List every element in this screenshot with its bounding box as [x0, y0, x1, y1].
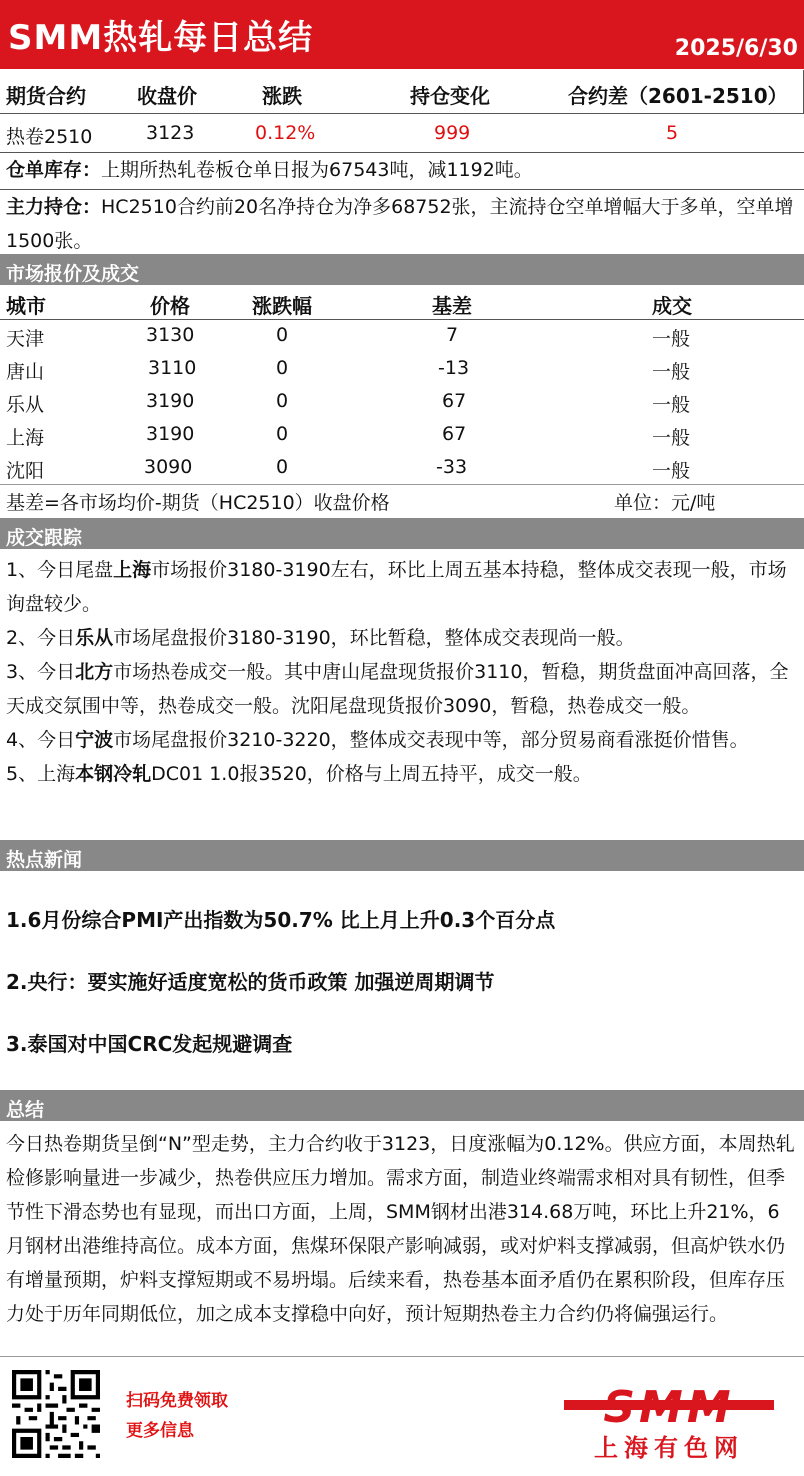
item-prefix: 3、今日	[6, 661, 76, 683]
basis-note: 基差=各市场均价-期货（HC2510）收盘价格	[6, 492, 390, 514]
basis-cell: -33	[436, 456, 468, 478]
col-basis: 基差	[432, 294, 472, 318]
item-text: DC01 1.0报3520，价格与上周五持平，成交一般。	[151, 763, 592, 785]
section-market	[0, 254, 804, 285]
item-highlight: 乐从	[75, 627, 114, 649]
item-text: 市场尾盘报价3180-3190，环比暂稳，整体成交表现尚一般。	[113, 627, 635, 649]
section-market-title: 市场报价及成交	[6, 263, 140, 285]
table-row	[0, 419, 804, 452]
volume-cell: 一般	[652, 460, 691, 482]
city-cell: 唐山	[6, 361, 45, 383]
change-cell: 0	[276, 357, 289, 379]
item-text: 市场报价3180-3190左右，环比上周五基本持稳，整体成交表现一般，市场询盘较少。	[6, 559, 787, 615]
warehouse-label: 仓单库存：	[6, 159, 102, 181]
change-value: 0.12%	[255, 122, 316, 144]
price-cell: 3190	[146, 390, 195, 412]
scan-prompt-line2: 更多信息	[126, 1421, 194, 1441]
futures-header-row	[0, 72, 804, 112]
change-cell: 0	[276, 324, 289, 346]
contract-value: 热卷2510	[6, 126, 93, 148]
oi-change-value: 999	[434, 122, 471, 144]
section-summary	[0, 1090, 804, 1121]
unit-note: 单位：元/吨	[614, 492, 716, 514]
news-item: 2.央行：要实施好适度宽松的货币政策 加强逆周期调节	[6, 970, 495, 994]
col-volume: 成交	[652, 294, 692, 318]
news-item: 1.6月份综合PMI产出指数为50.7% 比上月上升0.3个百分点	[6, 908, 556, 932]
basis-cell: 67	[442, 390, 467, 412]
list-item	[6, 723, 798, 757]
price-cell: 3130	[146, 324, 195, 346]
position-label: 主力持仓：	[6, 196, 102, 218]
col-close: 收盘价	[137, 84, 197, 108]
basis-cell: 67	[442, 423, 467, 445]
divider	[0, 1356, 804, 1357]
item-highlight: 上海	[113, 559, 152, 581]
section-tracking-title: 成交跟踪	[6, 527, 83, 549]
market-header-row	[0, 286, 804, 319]
item-text: 市场热卷成交一般。其中唐山尾盘现货报价3110，暂稳，期货盘面冲高回落，全天成交氛围中等，热卷成交一般。沈阳尾盘现货报价3090，暂稳，热卷成交一般。	[6, 661, 789, 717]
position-text	[6, 190, 798, 258]
close-value: 3123	[146, 122, 195, 144]
section-tracking	[0, 518, 804, 549]
table-row	[0, 320, 804, 353]
item-prefix: 4、今日	[6, 729, 76, 751]
change-cell: 0	[276, 423, 289, 445]
logo-subtitle: 上海有色网	[594, 1434, 744, 1460]
market-note-row	[0, 485, 804, 515]
section-summary-title: 总结	[6, 1099, 45, 1121]
section-news	[0, 840, 804, 871]
warehouse-text	[6, 153, 798, 187]
change-cell: 0	[276, 390, 289, 412]
col-city: 城市	[6, 294, 46, 318]
price-cell: 3090	[144, 456, 193, 478]
col-price: 价格	[150, 294, 190, 318]
volume-cell: 一般	[652, 427, 691, 449]
volume-cell: 一般	[652, 328, 691, 350]
volume-cell: 一般	[652, 361, 691, 383]
col-oi-change: 持仓变化	[410, 84, 490, 108]
qr-code-icon	[12, 1370, 100, 1458]
col-spread: 合约差（2601-2510）	[568, 84, 788, 108]
logo-text: SMM	[603, 1382, 735, 1433]
price-cell: 3190	[146, 423, 195, 445]
item-text: 市场尾盘报价3210-3220，整体成交表现中等，部分贸易商看涨挺价惜售。	[113, 729, 749, 751]
report-title: SMM热轧每日总结	[8, 18, 314, 58]
section-news-title: 热点新闻	[6, 849, 83, 871]
item-prefix: 5、上海	[6, 763, 76, 785]
news-item: 3.泰国对中国CRC发起规避调查	[6, 1032, 293, 1056]
position-content: HC2510合约前20名净持仓为净多68752张，主流持仓空单增幅大于多单，空单增1500张。	[6, 196, 794, 252]
item-prefix: 2、今日	[6, 627, 76, 649]
basis-cell: 7	[446, 324, 459, 346]
item-highlight: 北方	[75, 661, 114, 683]
table-row	[0, 452, 804, 485]
report-date: 2025/6/30	[674, 36, 798, 61]
item-highlight: 宁波	[75, 729, 114, 751]
col-contract: 期货合约	[6, 84, 86, 108]
city-cell: 乐从	[6, 394, 45, 416]
scan-prompt-line1: 扫码免费领取	[126, 1391, 228, 1411]
city-cell: 天津	[6, 328, 45, 350]
price-cell: 3110	[148, 357, 197, 379]
item-prefix: 1、今日尾盘	[6, 559, 114, 581]
col-change: 涨跌	[262, 84, 302, 108]
list-item	[6, 655, 798, 723]
warehouse-content: 上期所热轧卷板仓单日报为67543吨，减1192吨。	[101, 159, 533, 181]
title-bar	[0, 0, 804, 69]
table-row	[0, 386, 804, 419]
summary-text: 今日热卷期货呈倒“N”型走势，主力合约收于3123，日度涨幅为0.12%。供应方面，本周热轧检修影响量进一步减少，热卷供应压力增加。需求方面，制造业终端需求相对具有韧性，但季节性下滑态势也有显现，而出口方面，上周，SMM钢材出港314.68万吨，环比上升21%，6月钢材出港维持高位。成本方面，焦煤环保限产影响减弱，或对炉料支撑减弱，但高炉铁水仍有增量预期，炉料支撑短期或不易坍塌。后续来看，热卷基本面矛盾仍在累积阶段，但库存压力处于历年同期低位，加之成本支撑稳中向好，预计短期热卷主力合约仍将偏强运行。	[6, 1133, 795, 1325]
city-cell: 上海	[6, 427, 45, 449]
spread-value: 5	[666, 122, 679, 144]
list-item	[6, 621, 798, 655]
change-cell: 0	[276, 456, 289, 478]
basis-cell: -13	[438, 357, 470, 379]
list-item	[6, 757, 798, 791]
smm-logo	[560, 1380, 778, 1460]
city-cell: 沈阳	[6, 460, 45, 482]
item-highlight: 本钢冷轧	[75, 763, 152, 785]
volume-cell: 一般	[652, 394, 691, 416]
col-change-pct: 涨跌幅	[252, 294, 312, 318]
table-row	[0, 353, 804, 386]
list-item	[6, 553, 798, 621]
tracking-list	[6, 553, 798, 791]
futures-data-row	[0, 114, 804, 152]
